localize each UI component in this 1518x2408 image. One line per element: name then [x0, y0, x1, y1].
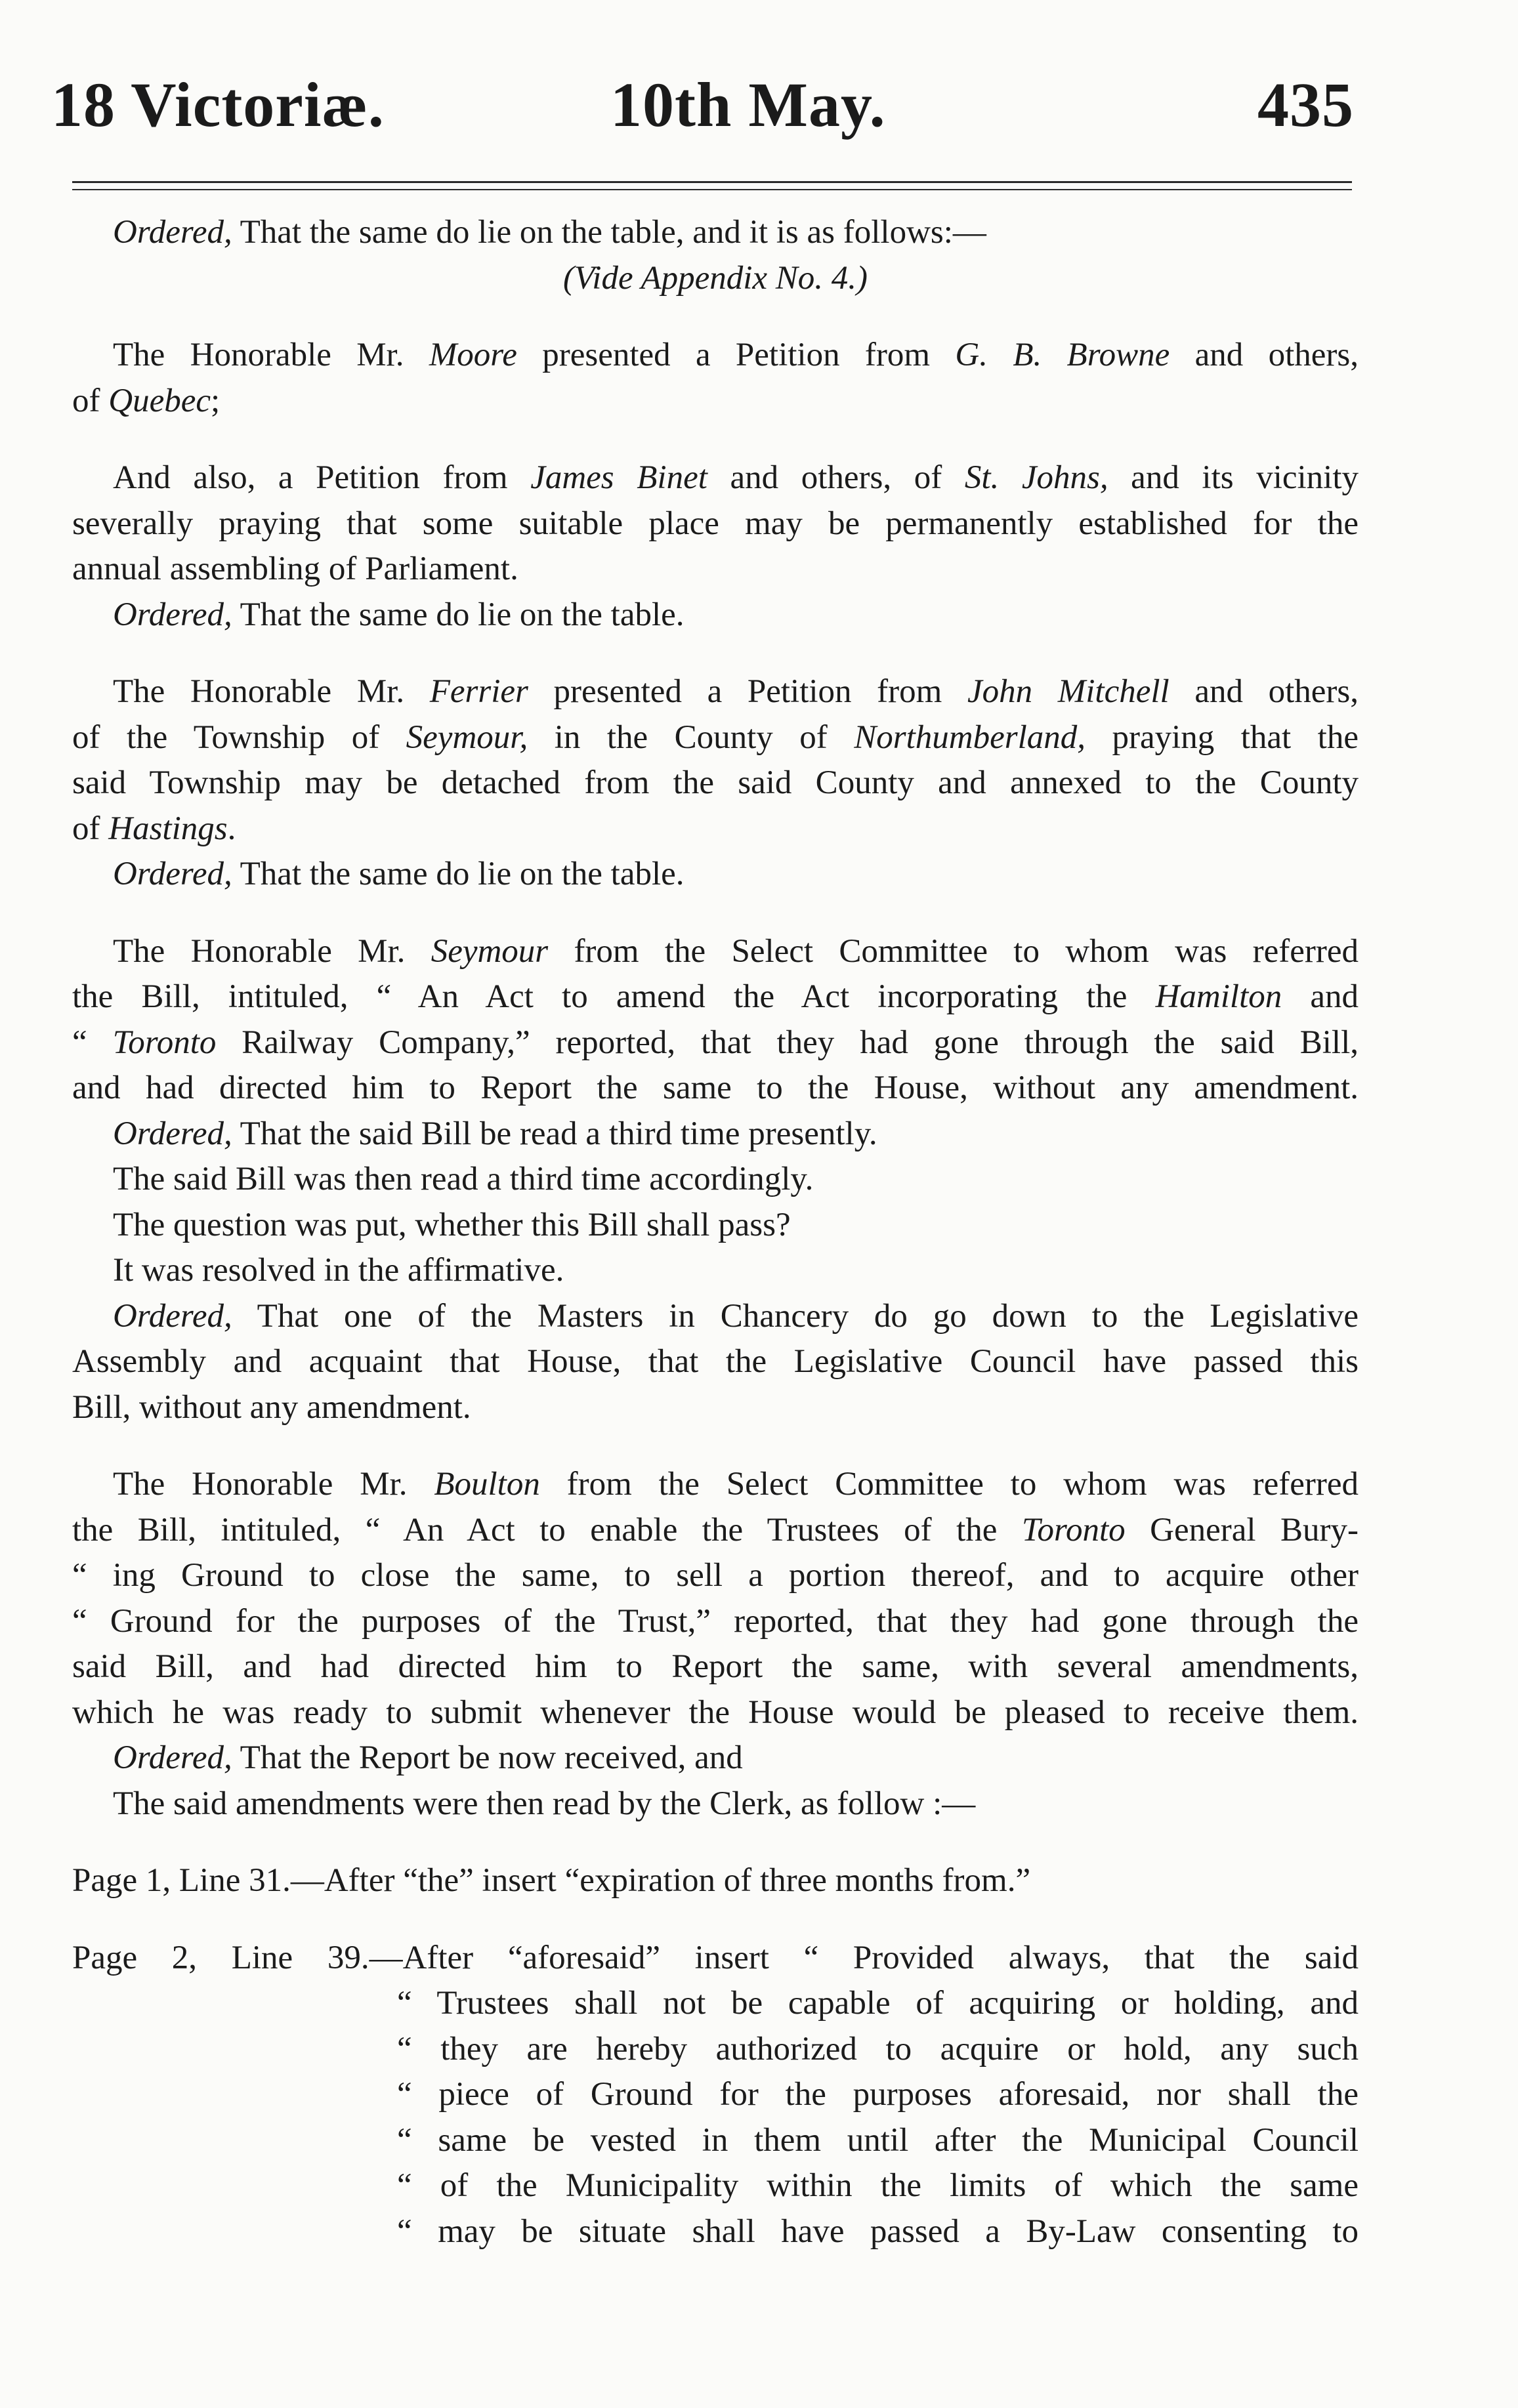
paragraph-line: Ordered, That the same do lie on the table, and it is as follows:—	[113, 214, 986, 251]
amendment-line: “ of the Municipality within the limits of which the same	[397, 2167, 1359, 2204]
paragraph-line: the Bill, intituled, “ An Act to amend the Act incorporating the Hamilton and	[72, 978, 1359, 1015]
paragraph-line: The said amendments were then read by the Clerk, as follow :—	[113, 1785, 976, 1822]
running-head-date: 10th May.	[610, 70, 886, 140]
appendix-reference: (Vide Appendix No. 4.)	[562, 259, 868, 297]
paragraph-line: which he was ready to submit whenever the House would be pleased to receive them.	[72, 1693, 1359, 1731]
paragraph-line: And also, a Petition from James Binet and others, of St. Johns, and its vicinity	[113, 459, 1359, 496]
paragraph-line: The Honorable Mr. Ferrier presented a Petition from John Mitchell and others,	[113, 673, 1359, 710]
paragraph-line: The Honorable Mr. Boulton from the Select Committee to whom was referred	[113, 1466, 1359, 1503]
paragraph-line: Ordered, That the said Bill be read a third time presently.	[113, 1115, 877, 1152]
paragraph-line: severally praying that some suitable place may be permanently established for the	[72, 505, 1359, 542]
paragraph-line: The question was put, whether this Bill shall pass?	[113, 1206, 791, 1243]
amendment-page-1: Page 1, Line 31.—After “the” insert “expiration of three months from.”	[72, 1862, 1031, 1899]
paragraph-line: Ordered, That one of the Masters in Chancery do go down to the Legislative	[113, 1297, 1359, 1335]
paragraph-line: “ Ground for the purposes of the Trust,” reported, that they had gone through the	[72, 1602, 1359, 1640]
paragraph-line: said Township may be detached from the said County and annexed to the County	[72, 764, 1359, 801]
page-number: 435	[1257, 70, 1354, 140]
running-head-session: 18 Victoriæ.	[51, 70, 385, 140]
paragraph-line: of Quebec;	[72, 382, 221, 419]
paragraph-line: Assembly and acquaint that House, that the Legislative Council have passed this	[72, 1343, 1359, 1380]
amendment-line: “ they are hereby authorized to acquire or hold, any such	[397, 2030, 1359, 2067]
paragraph-line: of the Township of Seymour, in the County of Northumberland, praying that the	[72, 718, 1359, 756]
paragraph-line: Ordered, That the Report be now received, and	[113, 1739, 743, 1776]
paragraph-line: The Honorable Mr. Moore presented a Petition from G. B. Browne and others,	[113, 337, 1359, 373]
paragraph-line: of Hastings.	[72, 810, 236, 847]
amendment-line: “ piece of Ground for the purposes aforesaid, nor shall the	[397, 2076, 1359, 2113]
page-body	[72, 210, 1359, 2254]
paragraph-line: Ordered, That the same do lie on the table.	[113, 596, 685, 633]
paragraph-line: Ordered, That the same do lie on the table.	[113, 856, 685, 892]
paragraph-line: “ Toronto Railway Company,” reported, that they had gone through the said Bill,	[72, 1024, 1359, 1061]
paragraph-line: said Bill, and had directed him to Report the same, with several amendments,	[72, 1648, 1359, 1685]
paragraph-line: The said Bill was then read a third time accordingly.	[113, 1161, 814, 1197]
header-rule-bottom	[72, 189, 1352, 190]
paragraph-line: the Bill, intituled, “ An Act to enable the Trustees of the Toronto General Bury-	[72, 1511, 1359, 1548]
paragraph-line: and had directed him to Report the same to the House, without any amendment.	[72, 1069, 1359, 1106]
paragraph-line: “ ing Ground to close the same, to sell a portion thereof, and to acquire other	[72, 1557, 1359, 1594]
paragraph-line: It was resolved in the affirmative.	[113, 1252, 564, 1289]
paragraph-line: The Honorable Mr. Seymour from the Select Committee to whom was referred	[113, 932, 1359, 970]
amendment-page-2: Page 2, Line 39.—After “aforesaid” insert “ Provided always, that the said	[72, 1939, 1359, 1976]
amendment-line: “ Trustees shall not be capable of acquiring or holding, and	[397, 1985, 1359, 2022]
paragraph-line: Bill, without any amendment.	[72, 1388, 471, 1426]
paragraph-line: annual assembling of Parliament.	[72, 550, 518, 587]
amendment-line: “ may be situate shall have passed a By-Law consenting to	[397, 2212, 1359, 2250]
amendment-line: “ same be vested in them until after the Municipal Council	[397, 2121, 1359, 2159]
header-rule-top	[72, 181, 1352, 183]
